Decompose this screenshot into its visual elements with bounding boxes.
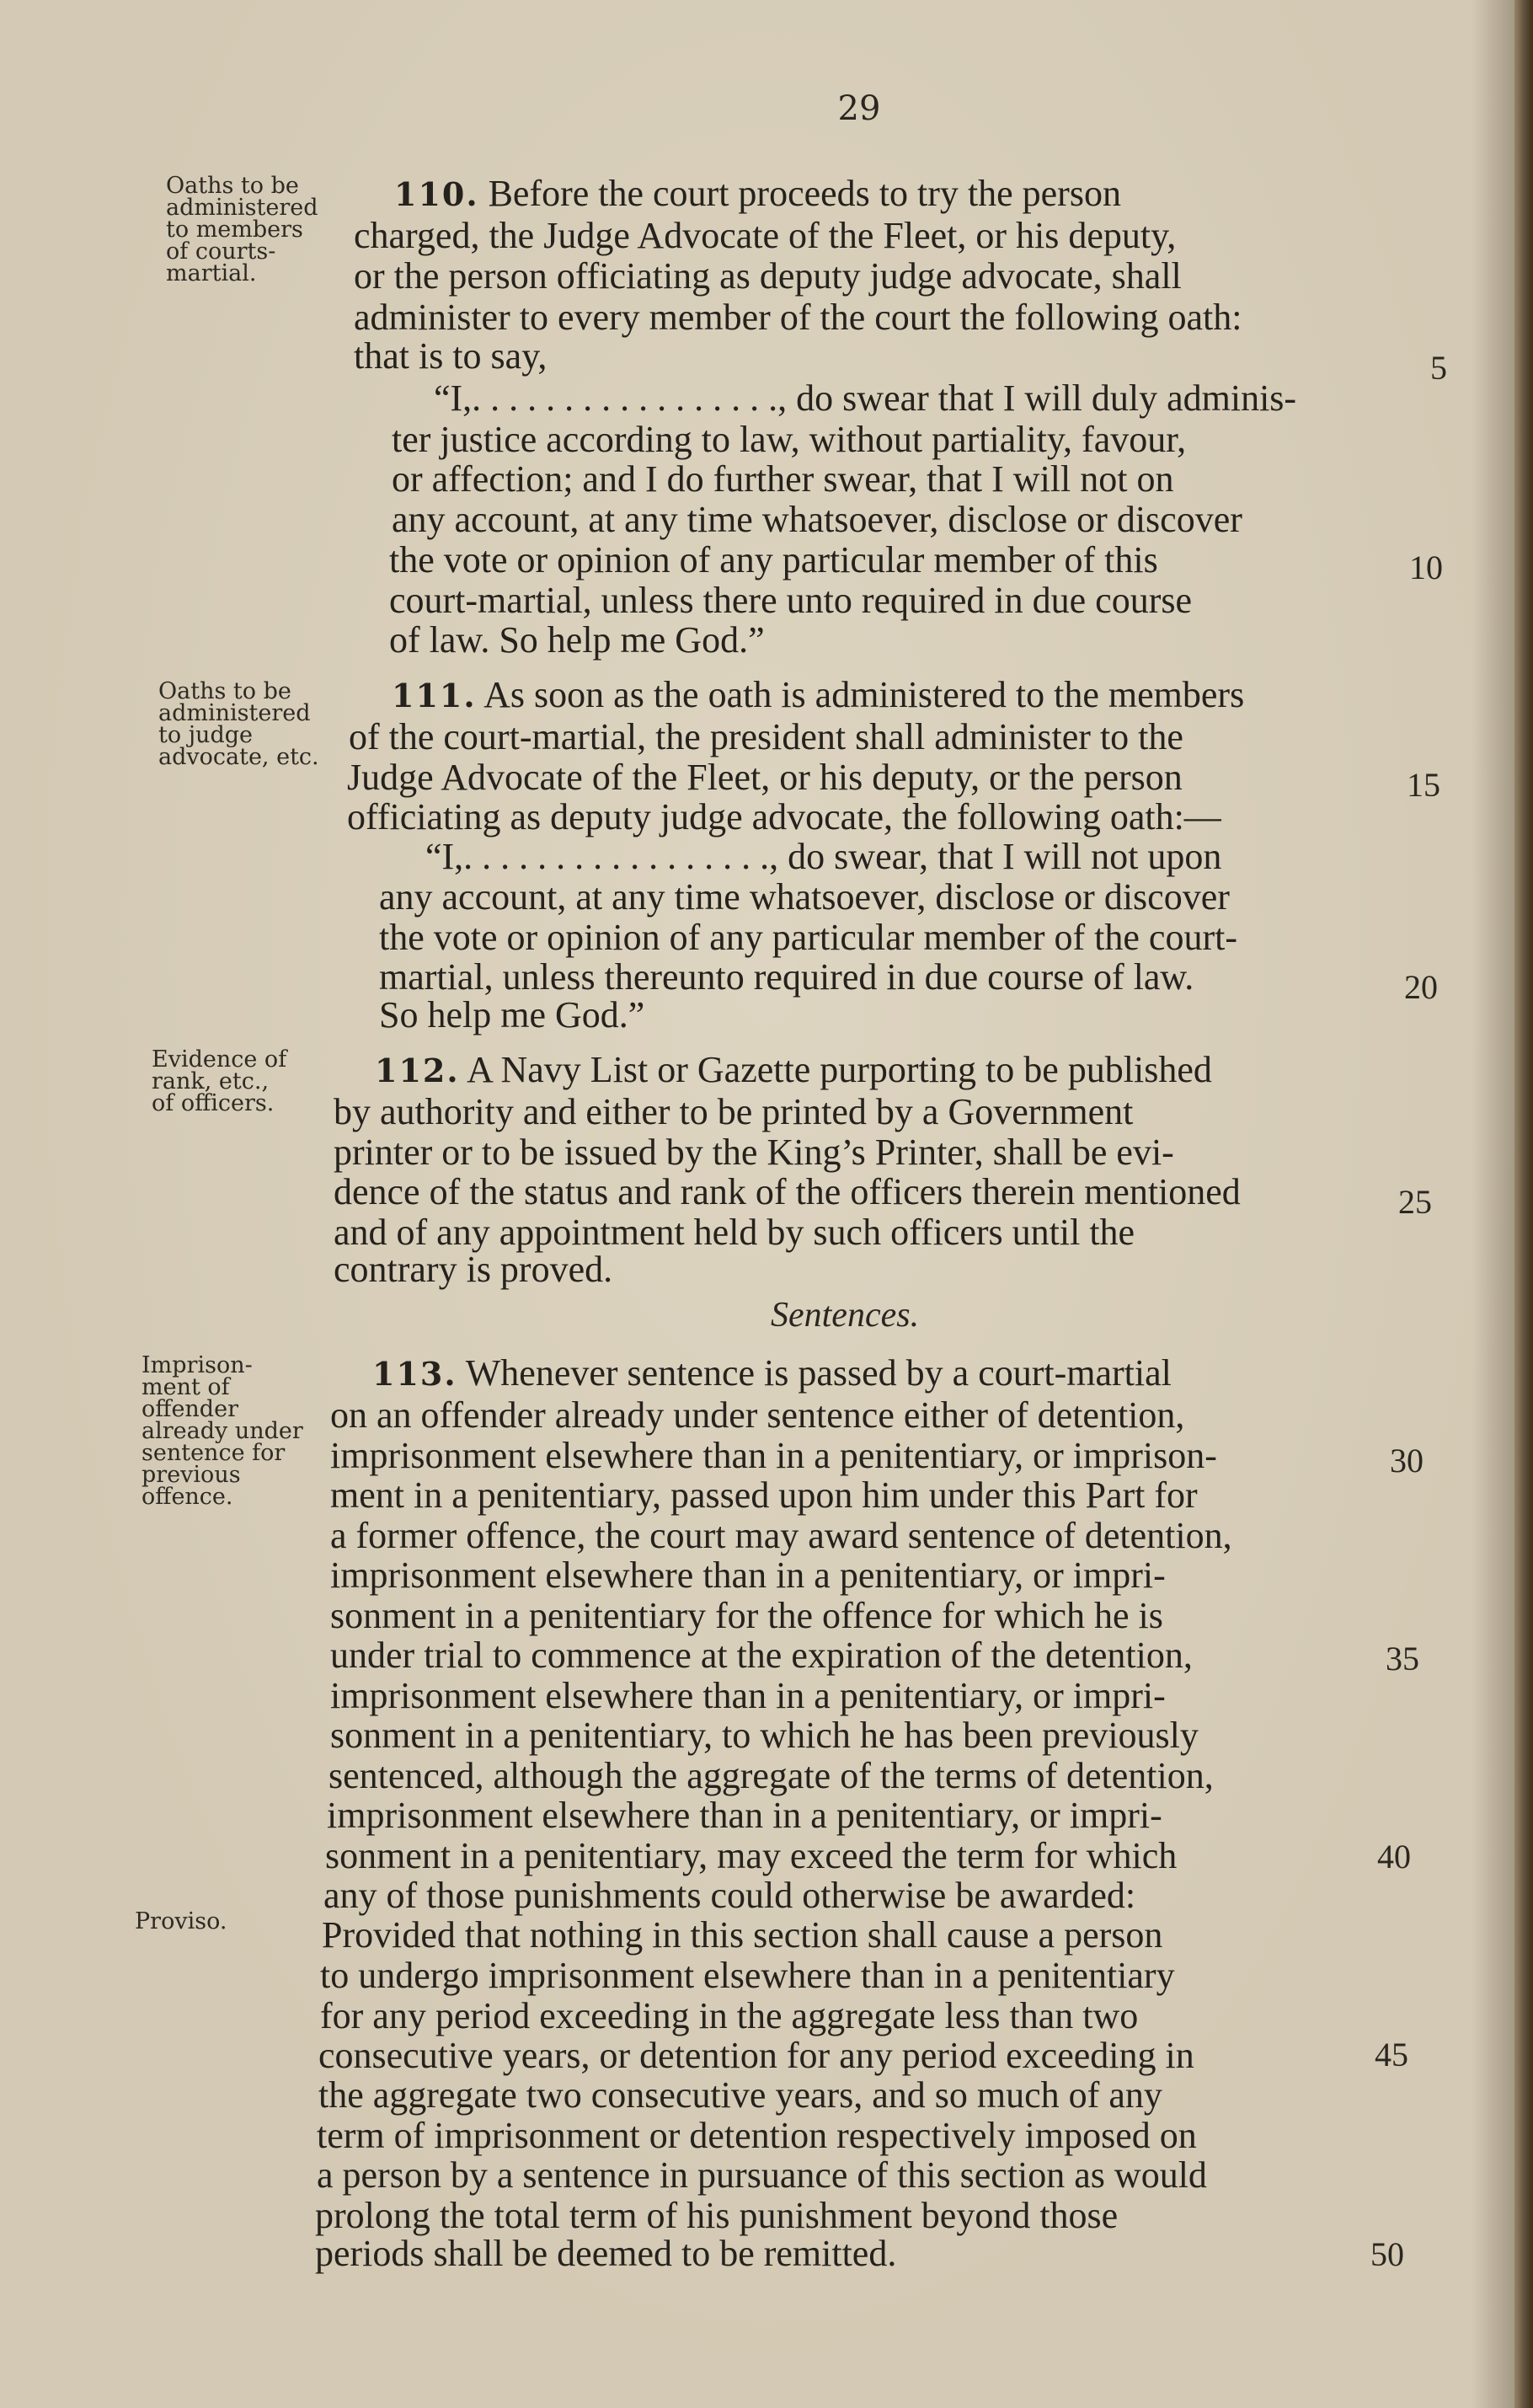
text-line: martial, unless thereunto required in due course of law. [379,956,1194,998]
margin-note-evidence-rank: Evidence of rank, etc., of officers. [152,1046,287,1116]
text-line: printer or to be issued by the King’s Printer, shall be evi- [334,1132,1174,1173]
text-line: and of any appointment held by such officers until the [334,1212,1135,1253]
margin-note-proviso: Proviso. [135,1908,227,1934]
text-line: by authority and either to be printed by a Government [334,1091,1134,1132]
text-line: Judge Advocate of the Fleet, or his deputy, or the person [347,757,1183,798]
text-line: dence of the status and rank of the officers therein mentioned [334,1171,1241,1212]
section-number: 112. [375,1051,460,1089]
text-line: Provided that nothing in this section shall cause a person [322,1914,1163,1956]
text-line: or the person officiating as deputy judge advocate, shall [354,255,1182,297]
sentences-heading: Sentences. [771,1296,920,1335]
text-line: a person by a sentence in pursuance of this section as would [317,2154,1207,2196]
text-line: officiating as deputy judge advocate, the following oath:— [347,796,1221,837]
line-number: 20 [1404,968,1438,1006]
page-spine-shadow [1514,0,1533,2408]
section-111-first-line [392,674,1244,717]
text-line: ter justice according to law, without partiality, favour, [392,419,1187,460]
text-line: or affection; and I do further swear, that I will not on [392,458,1174,500]
text-segment: A Navy List or Gazette purporting to be published [467,1049,1212,1090]
text-line: the vote or opinion of any particular member of the court- [379,917,1237,958]
line-number: 25 [1398,1183,1432,1221]
section-110-first-line [394,173,1121,216]
text-line: that is to say, [354,335,548,377]
line-number: 10 [1409,548,1443,586]
line-number: 45 [1375,2036,1408,2074]
line-number: 35 [1386,1640,1419,1678]
text-line: sonment in a penitentiary, may exceed the term for which [325,1835,1178,1876]
text-line: a former offence, the court may award sentence of detention, [330,1515,1232,1556]
text-line: term of imprisonment or detention respectively imposed on [317,2115,1197,2156]
text-line: court-martial, unless there unto required in due course [389,580,1193,621]
text-line: imprisonment elsewhere than in a penitentiary, or impri- [330,1675,1166,1716]
line-number: 5 [1430,349,1447,387]
section-113-first-line [372,1352,1172,1395]
text-line: charged, the Judge Advocate of the Fleet, or his deputy, [354,215,1177,256]
section-number: 111. [392,677,477,714]
text-line: any account, at any time whatsoever, disclose or discover [392,499,1242,540]
text-line: periods shall be deemed to be remitted. [315,2233,897,2274]
page-number: 29 [837,89,881,128]
margin-note-oaths-members: Oaths to be administered to members of courts- martial. [166,173,318,286]
text-segment: Before the court proceeds to try the person [488,173,1121,214]
section-112-first-line [375,1049,1212,1092]
text-line: imprisonment elsewhere than in a penitentiary, or impri- [327,1795,1162,1836]
text-line: ment in a penitentiary, passed upon him under this Part for [330,1474,1198,1516]
text-line: any of those punishments could otherwise be awarded: [323,1875,1136,1916]
text-line: the vote or opinion of any particular member of this [389,539,1158,581]
text-line: So help me God.” [379,994,645,1035]
text-line: contrary is proved. [334,1249,613,1290]
margin-note-imprisonment: Imprison- ment of offender already under sentence for previous offence. [142,1352,303,1510]
margin-note-oaths-judge-advocate: Oaths to be administered to judge advocate, etc. [158,678,319,770]
text-line: prolong the total term of his punishment beyond those [315,2195,1119,2236]
text-line: of the court-martial, the president shall administer to the [349,716,1183,757]
text-line: administer to every member of the court the following oath: [354,297,1242,338]
text-line: imprisonment elsewhere than in a penitentiary, or imprison- [330,1435,1217,1476]
text-line: any account, at any time whatsoever, disclose or discover [379,876,1230,918]
text-line: sonment in a penitentiary, to which he has been previously [330,1715,1199,1756]
text-line: sentenced, although the aggregate of the terms of detention, [328,1755,1214,1796]
line-number: 40 [1377,1838,1411,1876]
section-number: 113. [372,1355,457,1393]
text-segment: Whenever sentence is passed by a court-martial [465,1352,1172,1394]
text-line: the aggregate two consecutive years, and so much of any [318,2074,1162,2116]
text-line: under trial to commence at the expiration of the detention, [330,1635,1193,1676]
line-number: 30 [1390,1442,1424,1480]
text-line: of law. So help me God.” [389,619,765,661]
text-line: consecutive years, or detention for any period exceeding in [318,2035,1194,2076]
line-number: 50 [1370,2235,1404,2273]
text-line: sonment in a penitentiary for the offence for which he is [330,1595,1163,1636]
text-line: “I,. . . . . . . . . . . . . . . . ., do swear that I will duly adminis- [434,377,1297,419]
text-line: on an offender already under sentence either of detention, [330,1394,1185,1436]
text-line: “I,. . . . . . . . . . . . . . . . ., do swear, that I will not upon [425,836,1222,877]
line-number: 15 [1407,766,1440,804]
text-line: to undergo imprisonment elsewhere than in a penitentiary [320,1955,1175,1996]
section-number: 110. [394,175,479,213]
text-line: imprisonment elsewhere than in a penitentiary, or impri- [330,1554,1166,1596]
text-segment: As soon as the oath is administered to the members [483,674,1245,715]
text-line: for any period exceeding in the aggregate less than two [320,1995,1139,2036]
